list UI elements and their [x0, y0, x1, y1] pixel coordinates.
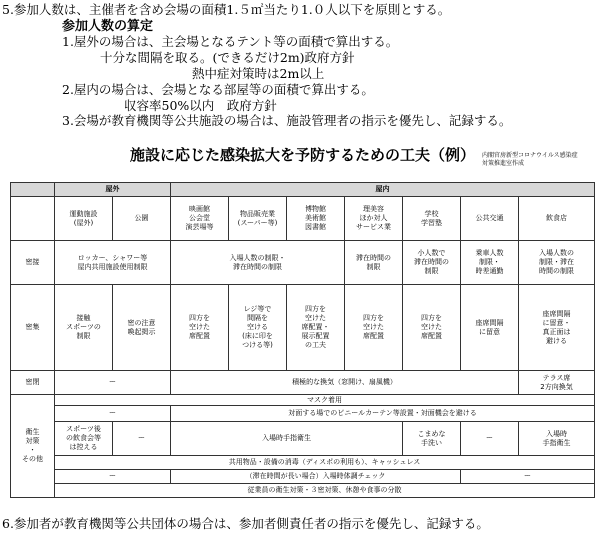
group-indoor: 屋内	[171, 183, 595, 197]
cell-health-none-2: ー	[461, 470, 595, 484]
col-school: 学校 学習塾	[403, 197, 461, 241]
cell-hand-hygiene: 入場時手指衛生	[171, 422, 403, 456]
col-beauty: 理美容 ほか対人 サービス業	[345, 197, 403, 241]
cell-register-spacing: レジ等で 間隔を 空ける (床に印を つける等)	[229, 285, 287, 371]
col-museum: 博物館 美術館 図書館	[287, 197, 345, 241]
cell-handwash: こまめな 手洗い	[403, 422, 461, 456]
corner-cell	[11, 183, 55, 197]
cell-health-none: ー	[55, 470, 171, 484]
cell-small-group: 小人数で 滞在時間の 制限	[403, 241, 461, 285]
col-sports-outdoor: 運動施設 (屋外)	[55, 197, 113, 241]
figure-source: 内閣官房新型コロナウイルス感染症対策推進室作成	[482, 152, 578, 167]
rule-2-indoor: 2.屋内の場合は、会場となる部屋等の面積で算出する。	[62, 82, 374, 97]
rule-1-outdoor: 1.屋外の場合は、主会場となるテント等の面積で算出する。	[62, 34, 399, 49]
col-transport: 公共交通	[461, 197, 519, 241]
cell-terrace-ventilation: テラス席 2方向換気	[519, 371, 595, 395]
cell-density-notice: 密の注意 喚起掲示	[113, 285, 171, 371]
cell-restaurant-limit: 入場人数の 制限・滞在 時間の制限	[519, 241, 595, 285]
blank-header-cell	[11, 197, 55, 241]
row-label-crowding: 密集	[11, 285, 55, 371]
heading-capacity-calc: 参加人数の算定	[62, 19, 154, 34]
cell-passenger-limit: 乗車人数 制限・ 時差通勤	[461, 241, 519, 285]
cell-post-sports-meal: スポーツ後 の飲食会等 は控える	[55, 422, 113, 456]
figure-title: 施設に応じた感染拡大を予防するための工夫（例）	[130, 146, 476, 164]
item-5-capacity-rule: 5.参加人数は、主催者を含め会場の面積1.５㎡当たり1.０人以下を原則とする。	[2, 2, 451, 17]
rule-1-note-heat: 熱中症対策時は2m以上	[192, 66, 325, 81]
cell-health-check: （滞在時間が長い場合）入場時体調チェック	[171, 470, 461, 484]
cell-vinyl-none: ー	[55, 406, 171, 422]
cell-beauty-seating: 四方を 空けた 席配置	[345, 285, 403, 371]
cell-museum-seating: 四方を 空けた 席配置・ 展示配置 の工夫	[287, 285, 345, 371]
infection-prevention-table	[10, 182, 595, 498]
rule-1-note: 十分な間隔を取る。(できるだけ2m)政府方針	[100, 50, 355, 65]
cell-contact-sports: 接触 スポーツの 制限	[55, 285, 113, 371]
cell-restaurant-hand: 入場時 手指衛生	[519, 422, 595, 456]
group-outdoor: 屋外	[55, 183, 171, 197]
cell-staff-hygiene: 従業員の衛生対策・３密対策、休憩や食事の分散	[55, 484, 595, 498]
cell-outdoor-none: ー	[55, 371, 171, 395]
cell-transport-seating: 座席間隔 に留意	[461, 285, 519, 371]
cell-school-seating: 四方を 空けた 席配置	[403, 285, 461, 371]
row-label-closed-space: 密閉	[11, 371, 55, 395]
rule-3-public-facility: 3.会場が教育機関等公共施設の場合は、施設管理者の指示を優先し、記録する。	[62, 113, 512, 128]
cell-park-none: ー	[113, 422, 171, 456]
cell-stay-limit: 滞在時間の 制限	[345, 241, 403, 285]
cell-mask: マスク着用	[55, 395, 595, 406]
cell-ventilation: 積極的な換気（窓開け、扇風機）	[171, 371, 519, 395]
cell-vinyl-curtain: 対面する場でのビニールカーテン等設置・対面機会を避ける	[171, 406, 595, 422]
col-restaurant: 飲食店	[519, 197, 595, 241]
cell-theater-seating: 四方を 空けた 席配置	[171, 285, 229, 371]
row-label-close-contact: 密接	[11, 241, 55, 285]
cell-locker-restriction: ロッカー、シャワー等 屋内共用施設使用制限	[55, 241, 171, 285]
cell-restaurant-seating: 座席間隔 に留意・ 真正面は 避ける	[519, 285, 595, 371]
cell-disinfection: 共用物品・設備の消毒（ディスポの利用も）、キャッシュレス	[55, 456, 595, 470]
row-label-hygiene: 衛生 対策 ・ その他	[11, 395, 55, 498]
cell-entry-limit: 入場人数の制限・ 滞在時間の制限	[171, 241, 345, 285]
col-retail: 物品販売業 (スーパー等)	[229, 197, 287, 241]
rule-2-note: 収容率50%以内 政府方針	[124, 98, 277, 113]
item-6-participant-rule: 6.参加者が教育機関等公共団体の場合は、参加者側責任者の指示を優先し、記録する。	[2, 516, 489, 531]
col-park: 公園	[113, 197, 171, 241]
cell-transport-none: ー	[461, 422, 519, 456]
col-theater: 映画館 公会堂 演芸場等	[171, 197, 229, 241]
